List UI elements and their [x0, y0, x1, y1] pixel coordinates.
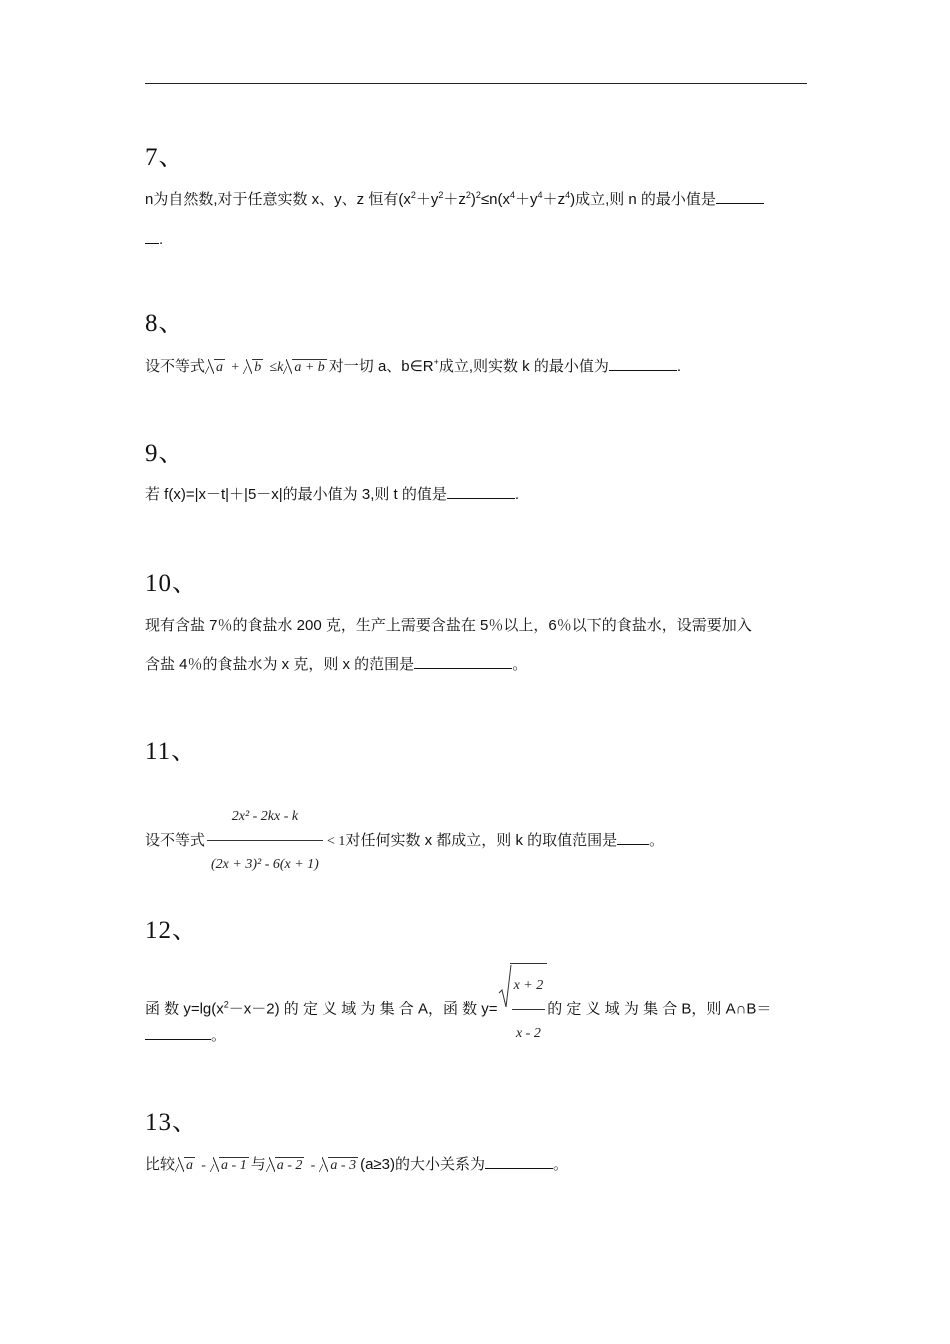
question-number-10: 10、: [145, 570, 199, 597]
sqrt-a-plus-b: a + b: [283, 357, 326, 378]
question-number-13: 13、: [145, 1109, 199, 1136]
question-12-text: 函 数 $y=\lg(x^2-x-2)$ 的 定 义 域 为 集 合 A，函 数 y= $\frac{x + 2}{x - 2}$ 的 定 义 域 为 集 合 B，则 A∩B＝: [145, 963, 771, 1056]
sqrt-a-minus-1: a - 1: [210, 1155, 249, 1176]
sqrt-a: a: [175, 1155, 195, 1176]
question-number-8: 8、: [145, 310, 185, 337]
answer-blank-7a[interactable]: [716, 190, 764, 204]
sqrt-fraction: $\frac{x + 2}{x - 2}$: [498, 963, 548, 1056]
question-9-text: 若 f(x)=|x－t|＋|5－x|的最小值为 3,则 t 的值是 .: [145, 486, 520, 503]
question-number-7: 7、: [145, 144, 185, 171]
question-number-12: 12、: [145, 917, 199, 944]
answer-blank-10[interactable]: [414, 655, 512, 669]
answer-blank-8[interactable]: [609, 357, 677, 371]
question-12-continuation: 。: [145, 1026, 226, 1046]
question-10-line-1: 现有含盐 7％的食盐水 200 克，生产上需要含盐在 5％以上，6％以下的食盐水，设需要加入: [145, 617, 752, 634]
answer-blank-11[interactable]: [617, 831, 649, 845]
answer-blank-7b[interactable]: [145, 230, 159, 244]
sqrt-a: a: [205, 357, 225, 378]
question-7-text: n为自然数,对于任意实数 x、y、z 恒有$(x^2+y^2+z^2)^2\le n(x^4+y^4+z^4)$成立,则 n 的最小值是: [145, 190, 764, 210]
answer-blank-12[interactable]: [145, 1026, 211, 1040]
question-7-continuation: .: [145, 230, 163, 250]
question-number-9: 9、: [145, 440, 185, 467]
sqrt-a-minus-3: a - 3: [319, 1155, 358, 1176]
answer-blank-13[interactable]: [485, 1155, 553, 1169]
question-13-text: 比较 a - a - 1 与 a - 2 - a - 3 (a≥3)的大小关系为 。: [145, 1155, 568, 1176]
inequality-fraction: $\frac{\text{2x² - 2kx - k}}{\text{(2x + 3)² - 6(x + 1)}}$: [207, 795, 323, 887]
sqrt-b: b: [243, 357, 263, 378]
answer-blank-9[interactable]: [447, 485, 515, 499]
header-rule: [145, 83, 807, 84]
sqrt-a-minus-2: a - 2: [266, 1155, 305, 1176]
question-number-11: 11、: [145, 738, 198, 765]
question-10-line-2: 含盐 4％的食盐水为 x 克，则 x 的范围是 。: [145, 656, 528, 673]
question-8-text: 设不等式 a + b ≤k a + b 对一切 a、b∈R+成立,则实数 k 的最小值为 .: [145, 357, 681, 378]
question-11-text: 设不等式 $\frac{\text{2x² - 2kx - k}}{\text{(2x + 3)² - 6(x + 1)}}$ < 1对任何实数 x 都成立，则 k 的取值范围是 。: [145, 795, 664, 887]
